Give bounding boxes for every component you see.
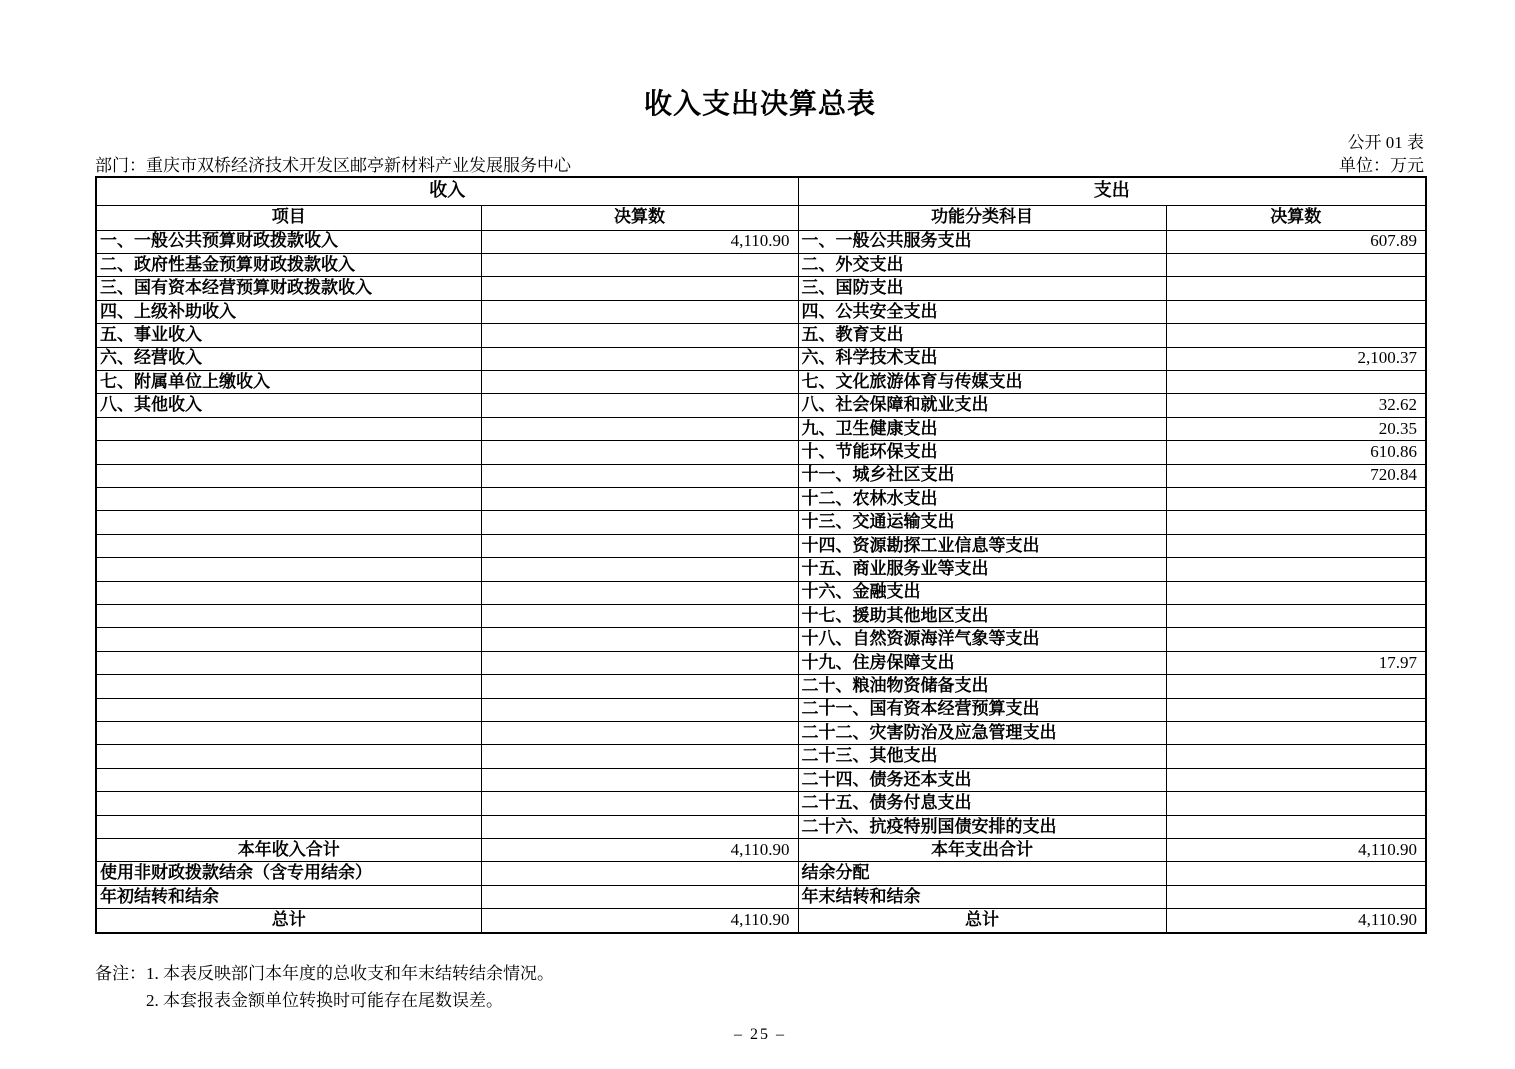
table-row [96, 394, 1426, 417]
expense-item-cell: 七、文化旅游体育与传媒支出 [798, 370, 1166, 393]
income-amount-cell [481, 394, 798, 417]
table-row [96, 347, 1426, 370]
table-row [96, 698, 1426, 721]
department-label: 部门：重庆市双桥经济技术开发区邮亭新材料产业发展服务中心 [95, 156, 571, 175]
expense-amount-cell: 32.62 [1166, 394, 1426, 417]
expense-amount-cell [1166, 722, 1426, 745]
income-amount-cell [481, 698, 798, 721]
income-amount-cell [481, 441, 798, 464]
income-item-cell: 七、附属单位上缴收入 [96, 370, 481, 393]
expense-amount-cell [1166, 675, 1426, 698]
summary-row [96, 862, 1426, 885]
expense-amount-cell [1166, 300, 1426, 323]
expense-amount-cell [1166, 487, 1426, 510]
expense-item-cell: 二十六、抗疫特别国债安排的支出 [798, 815, 1166, 838]
income-item-cell [96, 464, 481, 487]
income-item-header: 项目 [96, 205, 481, 230]
table-row [96, 722, 1426, 745]
income-section-header: 收入 [96, 177, 798, 205]
income-item-cell: 四、上级补助收入 [96, 300, 481, 323]
income-item-cell [96, 815, 481, 838]
income-item-cell [96, 558, 481, 581]
income-item-cell: 二、政府性基金预算财政拨款收入 [96, 253, 481, 276]
section-header-row [96, 177, 1426, 205]
expense-item-cell: 二十四、债务还本支出 [798, 768, 1166, 791]
expense-amount-cell [1166, 558, 1426, 581]
form-code: 公开 01 表 [1347, 133, 1424, 152]
income-amount-cell [481, 487, 798, 510]
income-amount-cell [481, 745, 798, 768]
income-amount-cell [481, 815, 798, 838]
income-amount-cell [481, 347, 798, 370]
income-item-cell: 本年收入合计 [96, 839, 481, 862]
table-row [96, 628, 1426, 651]
expense-item-cell: 五、教育支出 [798, 324, 1166, 347]
income-item-cell [96, 441, 481, 464]
table-row [96, 230, 1426, 253]
expense-amount-cell [1166, 253, 1426, 276]
summary-row [96, 885, 1426, 908]
expense-amount-cell [1166, 511, 1426, 534]
table-row [96, 253, 1426, 276]
income-item-cell [96, 487, 481, 510]
expense-amount-cell [1166, 885, 1426, 908]
income-item-cell [96, 698, 481, 721]
expense-amount-cell [1166, 862, 1426, 885]
income-amount-cell [481, 792, 798, 815]
expense-item-cell: 六、科学技术支出 [798, 347, 1166, 370]
table-row [96, 417, 1426, 440]
income-item-cell [96, 581, 481, 604]
income-amount-cell [481, 464, 798, 487]
expense-item-cell: 三、国防支出 [798, 277, 1166, 300]
income-amount-cell [481, 581, 798, 604]
expense-item-cell: 十、节能环保支出 [798, 441, 1166, 464]
expense-item-cell: 本年支出合计 [798, 839, 1166, 862]
note-line: 2. 本套报表金额单位转换时可能存在尾数误差。 [146, 991, 503, 1010]
expense-item-cell: 结余分配 [798, 862, 1166, 885]
expense-amount-header: 决算数 [1166, 205, 1426, 230]
income-amount-cell [481, 370, 798, 393]
income-amount-cell [481, 628, 798, 651]
expense-amount-cell [1166, 628, 1426, 651]
expense-item-cell: 十一、城乡社区支出 [798, 464, 1166, 487]
income-item-cell [96, 675, 481, 698]
table-row [96, 534, 1426, 557]
expense-amount-cell: 607.89 [1166, 230, 1426, 253]
income-item-cell [96, 605, 481, 628]
expense-item-cell: 年末结转和结余 [798, 885, 1166, 908]
expense-item-cell: 二十三、其他支出 [798, 745, 1166, 768]
income-item-cell: 使用非财政拨款结余（含专用结余） [96, 862, 481, 885]
income-amount-cell: 4,110.90 [481, 230, 798, 253]
expense-amount-cell [1166, 370, 1426, 393]
expense-item-cell: 十二、农林水支出 [798, 487, 1166, 510]
expense-amount-cell [1166, 745, 1426, 768]
expense-item-cell: 四、公共安全支出 [798, 300, 1166, 323]
income-item-cell [96, 534, 481, 557]
income-amount-cell [481, 253, 798, 276]
income-amount-cell [481, 324, 798, 347]
income-item-cell: 年初结转和结余 [96, 885, 481, 908]
expense-item-cell: 九、卫生健康支出 [798, 417, 1166, 440]
income-item-cell: 三、国有资本经营预算财政拨款收入 [96, 277, 481, 300]
income-item-cell [96, 722, 481, 745]
table-row [96, 370, 1426, 393]
expense-amount-cell [1166, 605, 1426, 628]
expense-amount-cell [1166, 324, 1426, 347]
income-amount-cell: 4,110.90 [481, 839, 798, 862]
income-amount-cell [481, 722, 798, 745]
expense-amount-cell: 4,110.90 [1166, 839, 1426, 862]
summary-row [96, 839, 1426, 862]
table-row [96, 581, 1426, 604]
income-amount-cell [481, 300, 798, 323]
table-row [96, 441, 1426, 464]
expense-amount-cell: 720.84 [1166, 464, 1426, 487]
table-row [96, 792, 1426, 815]
income-amount-header: 决算数 [481, 205, 798, 230]
table-body [96, 230, 1426, 933]
income-item-cell [96, 511, 481, 534]
expense-item-cell: 八、社会保障和就业支出 [798, 394, 1166, 417]
expense-amount-cell [1166, 815, 1426, 838]
income-amount-cell [481, 675, 798, 698]
income-amount-cell [481, 651, 798, 674]
page-number: – 25 – [734, 1026, 786, 1043]
income-amount-cell: 4,110.90 [481, 909, 798, 933]
expense-item-cell: 十六、金融支出 [798, 581, 1166, 604]
table-row [96, 745, 1426, 768]
expense-amount-cell [1166, 792, 1426, 815]
expense-amount-cell: 17.97 [1166, 651, 1426, 674]
expense-item-cell: 十七、援助其他地区支出 [798, 605, 1166, 628]
notes-lines [146, 960, 554, 1014]
income-item-cell [96, 745, 481, 768]
expense-amount-cell [1166, 768, 1426, 791]
expense-item-header: 功能分类科目 [798, 205, 1166, 230]
expense-item-cell: 一、一般公共服务支出 [798, 230, 1166, 253]
income-item-cell: 八、其他收入 [96, 394, 481, 417]
table-row [96, 324, 1426, 347]
income-amount-cell [481, 862, 798, 885]
income-amount-cell [481, 534, 798, 557]
notes-label: 备注： [95, 964, 146, 983]
table-row [96, 768, 1426, 791]
table-row [96, 815, 1426, 838]
note-line: 1. 本表反映部门本年度的总收支和年末结转结余情况。 [146, 964, 554, 983]
notes [95, 960, 554, 1014]
table-row [96, 511, 1426, 534]
income-item-cell: 总计 [96, 909, 481, 933]
expense-item-cell: 十五、商业服务业等支出 [798, 558, 1166, 581]
income-amount-cell [481, 417, 798, 440]
expense-amount-cell: 610.86 [1166, 441, 1426, 464]
table-row [96, 464, 1426, 487]
table-row [96, 651, 1426, 674]
income-amount-cell [481, 768, 798, 791]
expense-amount-cell: 2,100.37 [1166, 347, 1426, 370]
expense-amount-cell: 4,110.90 [1166, 909, 1426, 933]
table-row [96, 605, 1426, 628]
expense-amount-cell [1166, 698, 1426, 721]
expense-item-cell: 十四、资源勘探工业信息等支出 [798, 534, 1166, 557]
expense-item-cell: 二十一、国有资本经营预算支出 [798, 698, 1166, 721]
table-row [96, 487, 1426, 510]
expense-item-cell: 二、外交支出 [798, 253, 1166, 276]
income-item-cell [96, 628, 481, 651]
income-item-cell [96, 768, 481, 791]
expense-section-header: 支出 [798, 177, 1426, 205]
income-item-cell [96, 651, 481, 674]
expense-item-cell: 十三、交通运输支出 [798, 511, 1166, 534]
income-amount-cell [481, 558, 798, 581]
expense-item-cell: 二十五、债务付息支出 [798, 792, 1166, 815]
income-item-cell: 一、一般公共预算财政拨款收入 [96, 230, 481, 253]
income-amount-cell [481, 277, 798, 300]
summary-row [96, 909, 1426, 933]
expense-item-cell: 二十二、灾害防治及应急管理支出 [798, 722, 1166, 745]
page-title: 收入支出决算总表 [643, 89, 876, 120]
unit-label: 单位：万元 [1339, 156, 1424, 175]
table-row [96, 300, 1426, 323]
meta-row [95, 151, 1424, 176]
table-row [96, 558, 1426, 581]
table-row [96, 277, 1426, 300]
expense-amount-cell [1166, 534, 1426, 557]
expense-amount-cell: 20.35 [1166, 417, 1426, 440]
expense-item-cell: 总计 [798, 909, 1166, 933]
expense-item-cell: 二十、粮油物资储备支出 [798, 675, 1166, 698]
column-header-row [96, 205, 1426, 230]
income-amount-cell [481, 885, 798, 908]
expense-amount-cell [1166, 277, 1426, 300]
expense-item-cell: 十九、住房保障支出 [798, 651, 1166, 674]
table-row [96, 675, 1426, 698]
income-amount-cell [481, 511, 798, 534]
income-amount-cell [481, 605, 798, 628]
income-item-cell [96, 792, 481, 815]
income-item-cell: 五、事业收入 [96, 324, 481, 347]
income-item-cell [96, 417, 481, 440]
budget-table [95, 176, 1427, 934]
income-item-cell: 六、经营收入 [96, 347, 481, 370]
expense-item-cell: 十八、自然资源海洋气象等支出 [798, 628, 1166, 651]
expense-amount-cell [1166, 581, 1426, 604]
